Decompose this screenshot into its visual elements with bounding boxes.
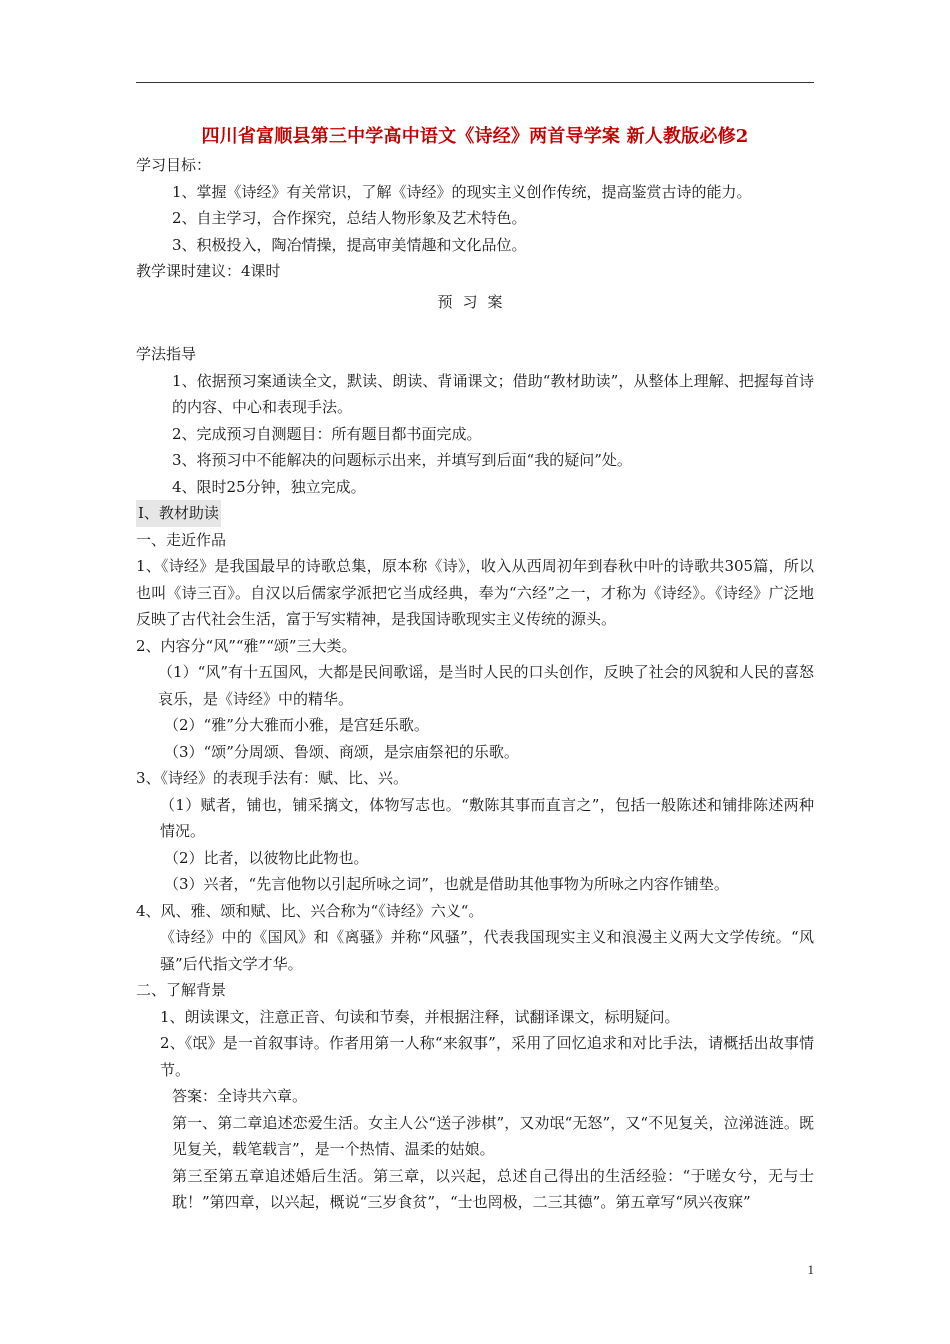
document-body: [136, 122, 814, 1216]
part1-item-ya: （2）“雅”分大雅而小雅，是宫廷乐歌。: [164, 716, 429, 734]
method-item-4: 4、限时25分钟，独立完成。: [172, 477, 366, 496]
part1-paragraph-5: 《诗经》中的《国风》和《离骚》并称“风骚”，代表我国现实主义和浪漫主义两大文学传统。“风骚”后代指文学才华。: [160, 928, 814, 973]
objectives-heading: 学习目标：: [136, 156, 212, 174]
part2-answer: 答案：全诗共六章。: [172, 1087, 308, 1105]
part2-answer-2: 第三至第五章追述婚后生活。第三章，以兴起，总述自己得出的生活经验：“于嗟女兮，无与士耽！”第四章，以兴起，概说“三岁食贫”，“士也罔极，二三其德”。第五章写“夙兴夜寐”: [172, 1166, 814, 1211]
part2-heading: 二、了解背景: [136, 981, 227, 999]
section-title: 预习案: [437, 292, 513, 311]
method-item-2: 2、完成预习自测题目：所有题目都书面完成。: [172, 424, 482, 443]
objective-item-1: 1、掌握《诗经》有关常识，了解《诗经》的现实主义创作传统，提高鉴赏古诗的能力。: [172, 182, 752, 201]
part2-answer-1: 第一、第二章追述恋爱生活。女主人公“送子涉棋”，又劝氓“无怒”，又“不见复关，泣涕涟涟。既见复关，载笔载言”，是一个热情、温柔的姑娘。: [172, 1113, 814, 1158]
part1-item-feng: （1）“风”有十五国风，大都是民间歌谣，是当时人民的口头创作，反映了社会的风貌和人民的喜怒哀乐，是《诗经》中的精华。: [158, 663, 814, 708]
textbook-aid-heading: I、教材助读: [136, 500, 221, 527]
method-guide-heading: 学法指导: [136, 345, 197, 363]
part1-item-bi: （2）比者，以彼物比此物也。: [164, 848, 369, 867]
part2-paragraph-1: 1、朗读课文，注意正音、句读和节奏，并根据注释，试翻译课文，标明疑问。: [160, 1007, 680, 1026]
part1-item-xing: （3）兴者，“先言他物以引起所咏之词”，也就是借助其他事物为所咏之内容作铺垫。: [164, 875, 729, 893]
class-hours: 教学课时建议：4课时: [136, 262, 281, 280]
document-title: 四川省富顺县第三中学高中语文《诗经》两首导学案 新人教版必修2: [201, 126, 749, 147]
part1-paragraph-3: 3、《诗经》的表现手法有：赋、比、兴。: [136, 769, 409, 787]
method-item-1: 1、依据预习案通读全文，默读、朗读、背诵课文；借助“教材助读”，从整体上理解、把握每首诗的内容、中心和表现手法。: [172, 371, 814, 416]
header-rule: [136, 82, 814, 83]
part1-paragraph-4: 4、风、雅、颂和赋、比、兴合称为“《诗经》六义“。: [136, 901, 484, 920]
part1-paragraph-2: 2、内容分“风”“雅”“颂”三大类。: [136, 636, 357, 655]
part1-heading: 一、走近作品: [136, 530, 227, 549]
page-number: 1: [807, 1262, 814, 1277]
part1-item-song: （3）“颂”分周颂、鲁颂、商颂，是宗庙祭祀的乐歌。: [164, 742, 519, 761]
objective-item-3: 3、积极投入，陶冶情操，提高审美情趣和文化品位。: [172, 235, 527, 254]
method-item-3: 3、将预习中不能解决的问题标示出来，并填写到后面“我的疑问”处。: [172, 451, 632, 469]
part2-paragraph-2: 2、《氓》是一首叙事诗。作者用第一人称“来叙事”，采用了回忆追求和对比手法，请概括出故事情节。: [160, 1034, 814, 1079]
objective-item-2: 2、自主学习，合作探究，总结人物形象及艺术特色。: [172, 209, 527, 227]
part1-item-fu: （1）赋者，铺也，铺采摛文，体物写志也。“敷陈其事而直言之”，包括一般陈述和铺排陈述两种情况。: [160, 795, 814, 840]
part1-paragraph-1: 1、《诗经》是我国最早的诗歌总集，原本称《诗》，收入从西周初年到春秋中叶的诗歌共305篇，所以也叫《诗三百》。自汉以后儒家学派把它当成经典，奉为“六经”之一，才称为《诗经》。《诗经》广泛地反映了古代社会生活，富于写实精神，是我国诗歌现实主义传统的源头。: [136, 557, 814, 628]
